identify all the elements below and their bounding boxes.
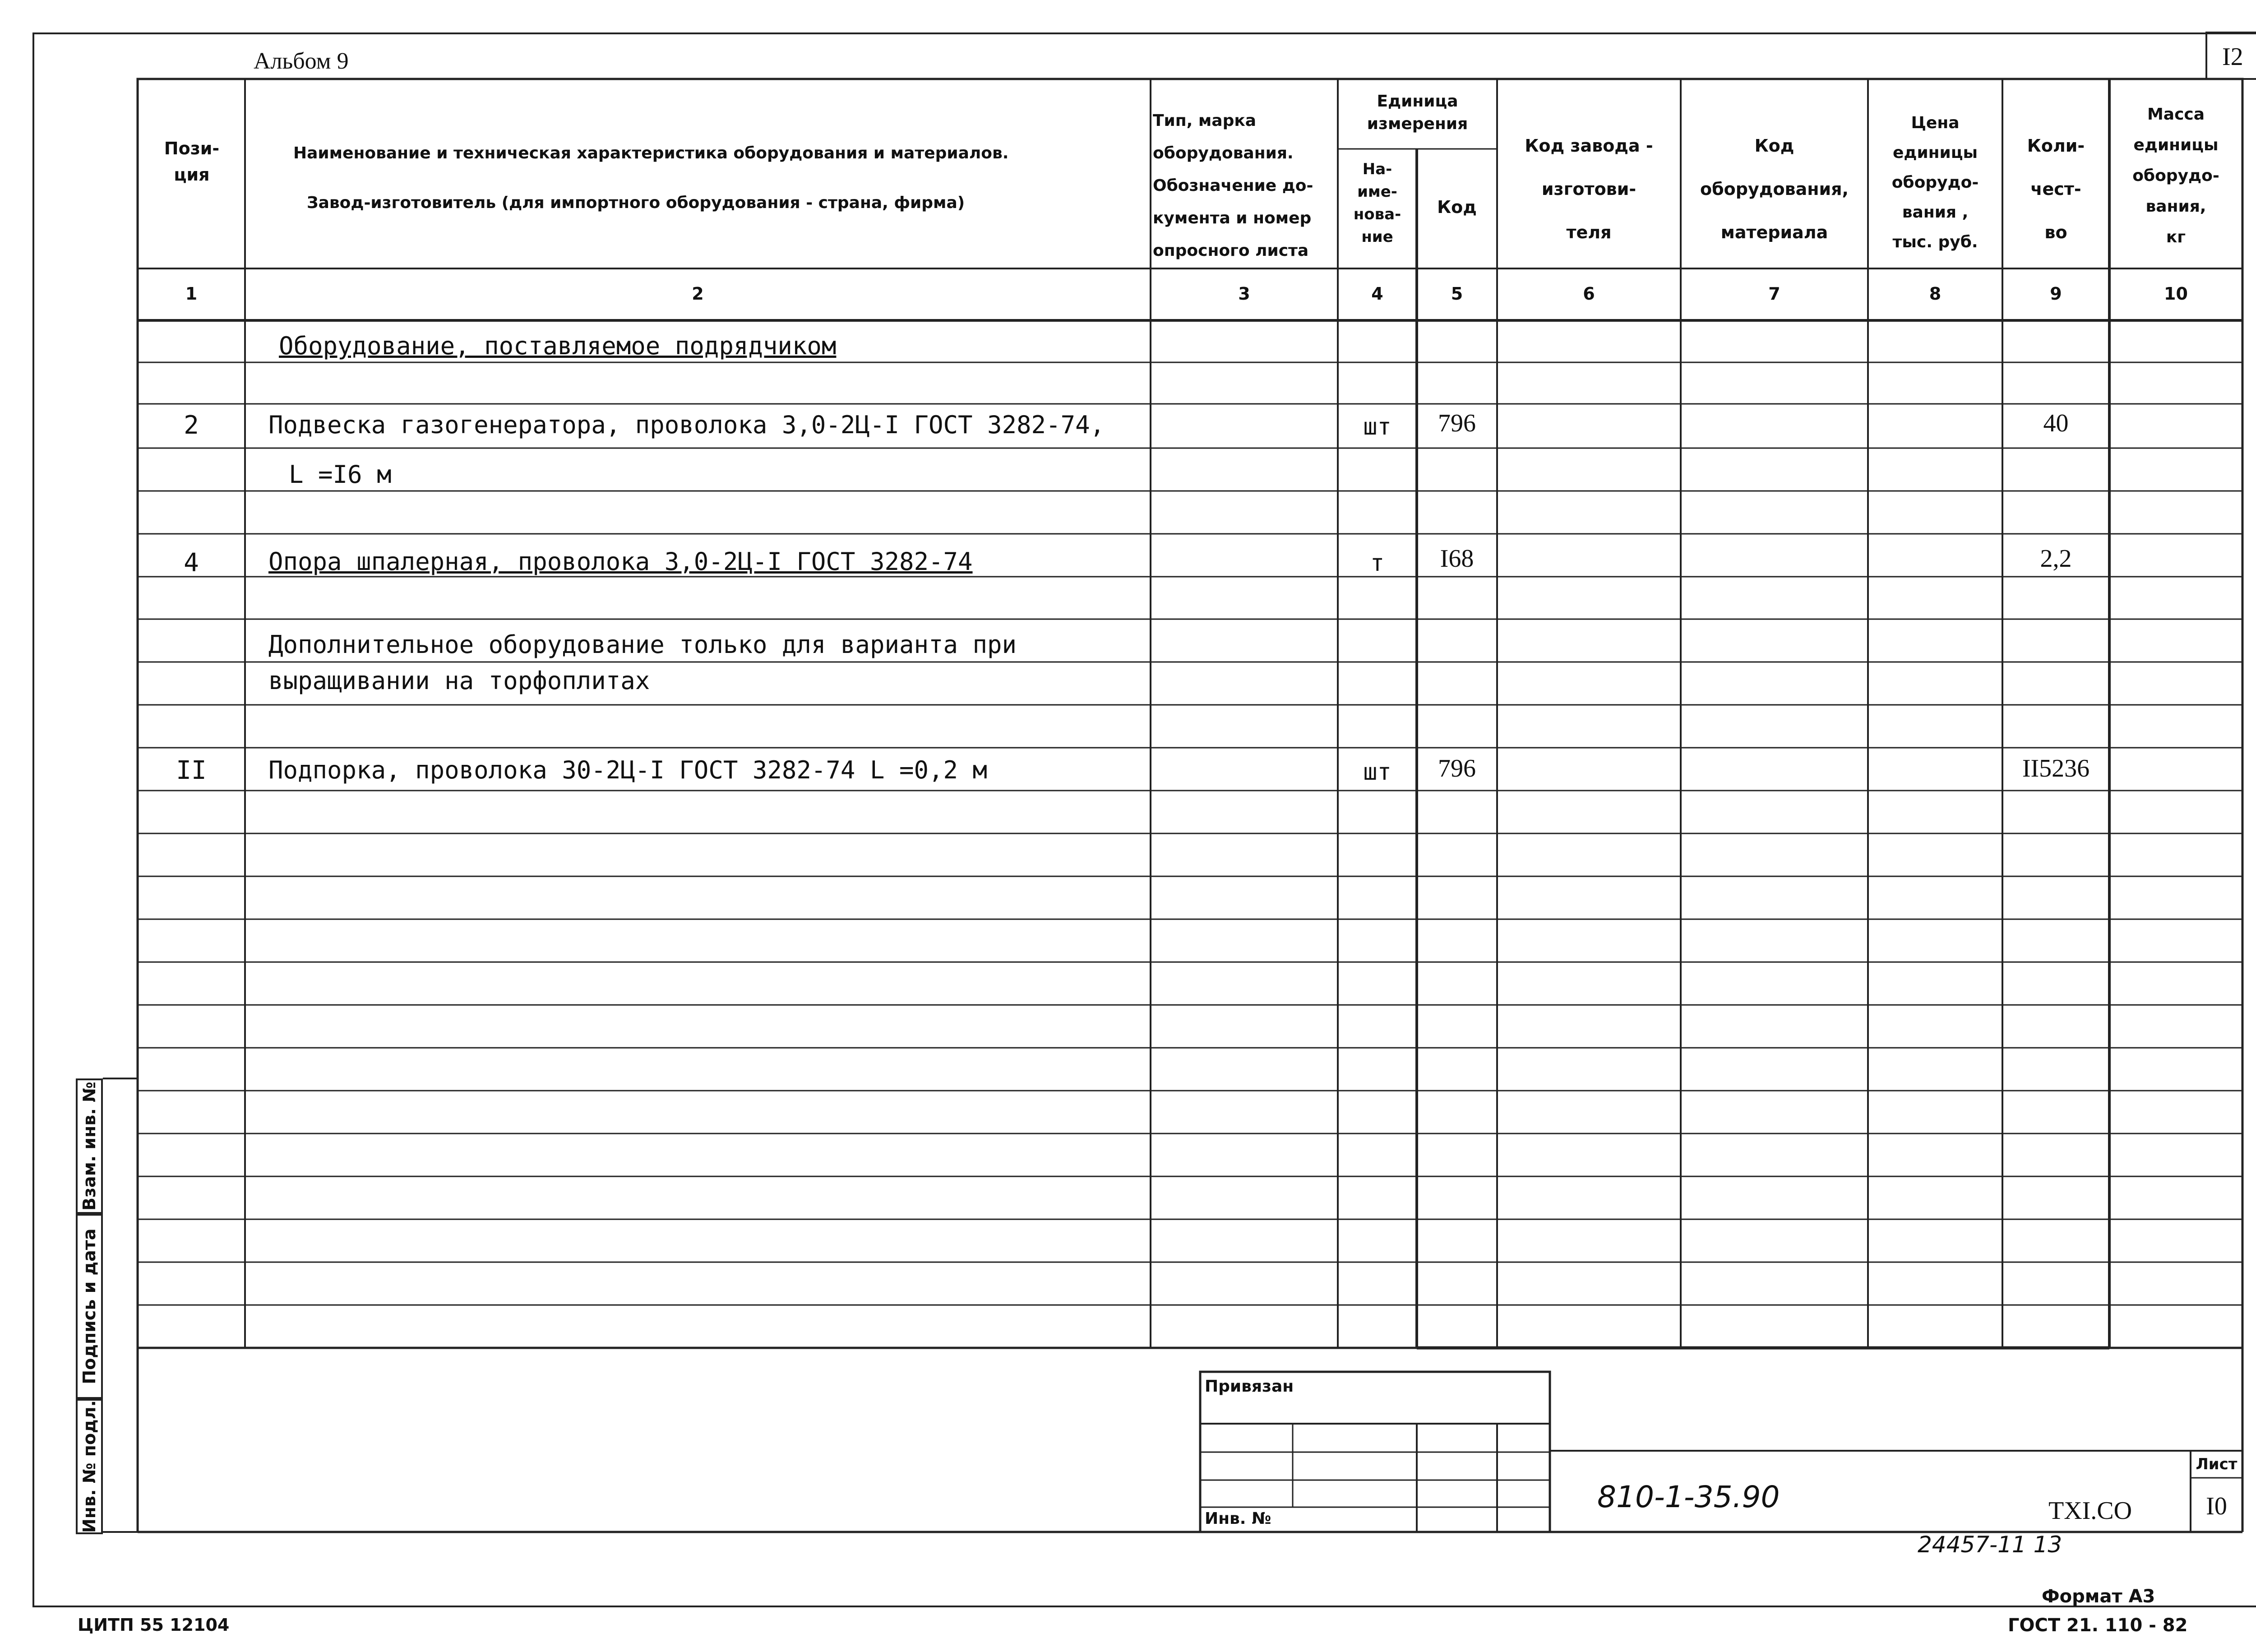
side-label-podpis: Подпись и дата	[76, 1214, 103, 1399]
header-col5: Код	[1437, 197, 1477, 217]
album-title: Альбом 9	[254, 48, 349, 74]
col-number-10: 10	[2164, 284, 2188, 304]
stamp-privyazan: Привязан	[1205, 1377, 1294, 1396]
col-number-7: 7	[1768, 284, 1780, 304]
header-col2: Наименование и техническая характеристика оборудования и материалов. Завод-изготовитель (для импортного оборудования - страна, фирма)	[293, 144, 1009, 212]
row-qty: 40	[2043, 409, 2069, 437]
col-number-8: 8	[1929, 284, 1942, 304]
row-pos: 2	[184, 411, 199, 440]
stamp-doc-number: 810-1-35.90	[1597, 1480, 1780, 1514]
footer-format: Формат А3	[2042, 1586, 2155, 1607]
row-pos: 4	[184, 548, 199, 578]
handwritten-number: 24457-11 13	[1918, 1532, 2062, 1558]
col-number-4: 4	[1371, 284, 1383, 304]
footer-gost: ГОСТ 21. 110 - 82	[2008, 1615, 2188, 1636]
row-unit: шт	[1363, 413, 1392, 440]
stamp-list-value: I0	[2206, 1492, 2227, 1520]
col-number-2: 2	[692, 284, 704, 304]
header-col9: Коли- чест- во	[2027, 136, 2085, 242]
header-col4: На- име- нова- ние	[1353, 160, 1401, 246]
row-code: I68	[1440, 545, 1474, 573]
row-qty: 2,2	[2040, 545, 2072, 573]
row-unit: т	[1370, 550, 1385, 577]
col-number-3: 3	[1238, 284, 1250, 304]
side-label-vzam: Взам. инв. №	[76, 1078, 103, 1214]
row-code: 796	[1438, 409, 1476, 437]
col-number-6: 6	[1583, 284, 1595, 304]
header-col7: Код оборудования, материала	[1700, 136, 1849, 242]
sheet-corner-number: I2	[2222, 43, 2243, 71]
side-label-inv: Инв. № подл.	[76, 1399, 103, 1534]
col-number-5: 5	[1451, 284, 1463, 304]
header-col6: Код завода - изготови- теля	[1525, 136, 1653, 242]
header-col3: Тип, марка оборудования. Обозначение до- кумента и номер опросного листа	[1153, 111, 1313, 260]
row-name: Дополнительное оборудование только для варианта при	[268, 630, 1017, 659]
row-name: Подпорка, проволока 30-2Ц-I ГОСТ 3282-74 L =0,2 м	[268, 756, 988, 784]
section-title: Оборудование, поставляемое подрядчиком	[279, 332, 837, 360]
stamp-list-label: Лист	[2196, 1455, 2238, 1473]
row-name: L =I6 м	[289, 460, 392, 489]
header-unit-group: Единица измерения	[1367, 92, 1468, 133]
stamp-inv-no: Инв. №	[1205, 1509, 1271, 1528]
header-col1: Пози- ция	[164, 139, 220, 185]
stamp-code: TXI.CO	[2048, 1497, 2132, 1525]
col-number-9: 9	[2050, 284, 2062, 304]
row-name: Подвеска газогенератора, проволока 3,0-2Ц-I ГОСТ 3282-74,	[268, 411, 1105, 439]
row-pos: II	[176, 756, 207, 785]
col-number-1: 1	[185, 284, 198, 304]
footer-left: ЦИТП 55 12104	[78, 1615, 230, 1635]
row-name: Опора шпалерная, проволока 3,0-2Ц-I ГОСТ 3282-74	[268, 547, 973, 576]
row-qty: II5236	[2022, 754, 2090, 782]
header-col10: Масса единицы оборудо- вания, кг	[2132, 105, 2219, 246]
row-name: выращивании на торфоплитах	[268, 666, 650, 695]
header-col8: Цена единицы оборудо- вания , тыс. руб.	[1891, 114, 1979, 251]
row-unit: шт	[1363, 759, 1392, 786]
row-code: 796	[1438, 754, 1476, 782]
